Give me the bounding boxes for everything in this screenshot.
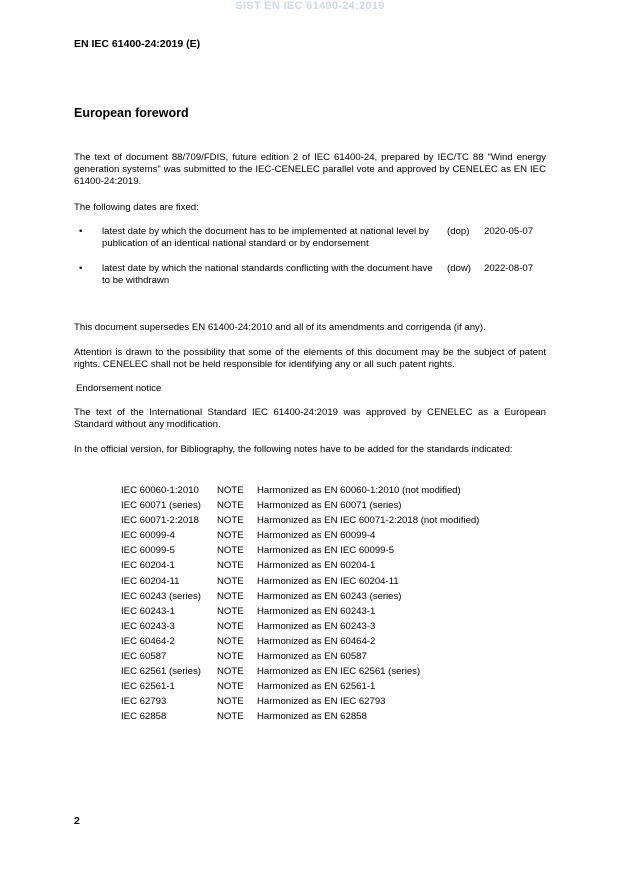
harmonized-cell: Harmonized as EN IEC 62561 (series) bbox=[257, 666, 421, 678]
standard-cell: IEC 60099-5 bbox=[121, 545, 175, 557]
endorsement-paragraph: The text of the International Standard IEC 61400-24:2019 was approved by CENELEC as a European Standard without any modification. bbox=[74, 407, 546, 430]
note-cell: NOTE bbox=[217, 696, 244, 708]
table-row bbox=[121, 649, 541, 664]
note-cell: NOTE bbox=[217, 666, 244, 678]
harmonization-notes-table bbox=[121, 483, 541, 725]
harmonized-cell: Harmonized as EN 60587 bbox=[257, 651, 367, 663]
table-row bbox=[121, 694, 541, 709]
table-row bbox=[121, 709, 541, 724]
harmonized-cell: Harmonized as EN 60099-4 bbox=[257, 530, 376, 542]
standard-cell: IEC 60071 (series) bbox=[121, 500, 201, 512]
standard-cell: IEC 60060-1:2010 bbox=[121, 485, 199, 496]
table-row bbox=[121, 664, 541, 679]
page-number: 2 bbox=[74, 815, 80, 827]
date-item-date: 2020-05-07 bbox=[484, 226, 534, 237]
table-row bbox=[121, 513, 541, 528]
harmonized-cell: Harmonized as EN 62858 bbox=[257, 711, 367, 723]
standard-cell: IEC 62561 (series) bbox=[121, 666, 201, 678]
harmonized-cell: Harmonized as EN 60204-1 bbox=[257, 560, 376, 572]
note-cell: NOTE bbox=[217, 515, 244, 527]
note-cell: NOTE bbox=[217, 635, 244, 647]
dates-intro-paragraph: The following dates are fixed: bbox=[74, 202, 199, 213]
table-row bbox=[121, 589, 541, 604]
note-cell: NOTE bbox=[217, 575, 244, 587]
section-title: European foreword bbox=[74, 106, 189, 120]
endorsement-heading: Endorsement notice bbox=[76, 383, 162, 394]
table-row bbox=[121, 574, 541, 589]
date-item-code: (dop) bbox=[447, 226, 470, 237]
watermark: SIST EN IEC 61400-24:2019 bbox=[235, 0, 385, 12]
table-row bbox=[121, 528, 541, 543]
harmonized-cell: Harmonized as EN IEC 60204-11 bbox=[257, 575, 399, 587]
harmonized-cell: Harmonized as EN 60464-2 bbox=[257, 635, 376, 647]
standard-cell: IEC 60204-1 bbox=[121, 560, 175, 572]
note-cell: NOTE bbox=[217, 711, 244, 723]
harmonized-cell: Harmonized as EN 60243 (series) bbox=[257, 590, 402, 602]
bullet-icon: • bbox=[79, 263, 83, 274]
table-row bbox=[121, 558, 541, 573]
standard-cell: IEC 60587 bbox=[121, 651, 167, 663]
bullet-icon: • bbox=[79, 226, 83, 237]
table-row bbox=[121, 634, 541, 649]
document-id-header: EN IEC 61400-24:2019 (E) bbox=[74, 38, 201, 50]
harmonized-cell: Harmonized as EN 62561-1 bbox=[257, 681, 376, 693]
table-row bbox=[121, 543, 541, 558]
harmonized-cell: Harmonized as EN IEC 60099-5 bbox=[257, 545, 395, 557]
intro-paragraph: The text of document 88/709/FDIS, future edition 2 of IEC 61400-24, prepared by IEC/TC 88 "Wind energy generation systems" was submitted to the IEC-CENELEC parallel vote and approved by CENELEC as EN IEC 61400-24:2019. bbox=[74, 152, 546, 187]
standard-cell: IEC 62793 bbox=[121, 696, 167, 708]
note-cell: NOTE bbox=[217, 590, 244, 602]
note-cell: NOTE bbox=[217, 560, 244, 572]
note-cell: NOTE bbox=[217, 605, 244, 617]
note-cell: NOTE bbox=[217, 545, 244, 557]
note-cell: NOTE bbox=[217, 500, 244, 512]
note-cell: NOTE bbox=[217, 681, 244, 693]
note-cell: NOTE bbox=[217, 530, 244, 542]
date-item-code: (dow) bbox=[447, 263, 471, 274]
harmonized-cell: Harmonized as EN 60243-3 bbox=[257, 620, 376, 632]
date-item-date: 2022-08-07 bbox=[484, 263, 534, 274]
standard-cell: IEC 60464-2 bbox=[121, 635, 175, 647]
table-row bbox=[121, 604, 541, 619]
standard-cell: IEC 60243-3 bbox=[121, 620, 175, 632]
table-row bbox=[121, 483, 541, 498]
harmonized-cell: Harmonized as EN IEC 60071-2:2018 (not modified) bbox=[257, 515, 480, 527]
bibliography-intro-paragraph: In the official version, for Bibliography, the following notes have to be added for the standards indicated: bbox=[74, 444, 513, 455]
table-row bbox=[121, 619, 541, 634]
standard-cell: IEC 60243-1 bbox=[121, 605, 175, 617]
standard-cell: IEC 60243 (series) bbox=[121, 590, 201, 602]
attention-paragraph: Attention is drawn to the possibility that some of the elements of this document may be the subject of patent rights. CENELEC shall not be held responsible for identifying any or all such patent rights. bbox=[74, 347, 546, 370]
harmonized-cell: Harmonized as EN 60071 (series) bbox=[257, 500, 402, 512]
note-cell: NOTE bbox=[217, 620, 244, 632]
standard-cell: IEC 60099-4 bbox=[121, 530, 175, 542]
harmonized-cell: Harmonized as EN IEC 62793 bbox=[257, 696, 386, 708]
table-row bbox=[121, 498, 541, 513]
standard-cell: IEC 62561-1 bbox=[121, 681, 175, 693]
standard-cell: IEC 62858 bbox=[121, 711, 167, 723]
supersedes-paragraph: This document supersedes EN 61400-24:2010 and all of its amendments and corrigenda (if any). bbox=[74, 322, 486, 333]
note-cell: NOTE bbox=[217, 651, 244, 663]
standard-cell: IEC 60204-11 bbox=[121, 575, 180, 587]
harmonized-cell: Harmonized as EN 60243-1 bbox=[257, 605, 376, 617]
harmonized-cell: Harmonized as EN 60060-1:2010 (not modified) bbox=[257, 485, 461, 496]
standard-cell: IEC 60071-2:2018 bbox=[121, 515, 199, 527]
date-item-text: latest date by which the national standards conflicting with the document have to be withdrawn bbox=[102, 263, 433, 286]
date-item-text: latest date by which the document has to be implemented at national level by publication of an identical national standard or by endorsement bbox=[102, 226, 429, 249]
table-row bbox=[121, 679, 541, 694]
note-cell: NOTE bbox=[217, 485, 244, 496]
